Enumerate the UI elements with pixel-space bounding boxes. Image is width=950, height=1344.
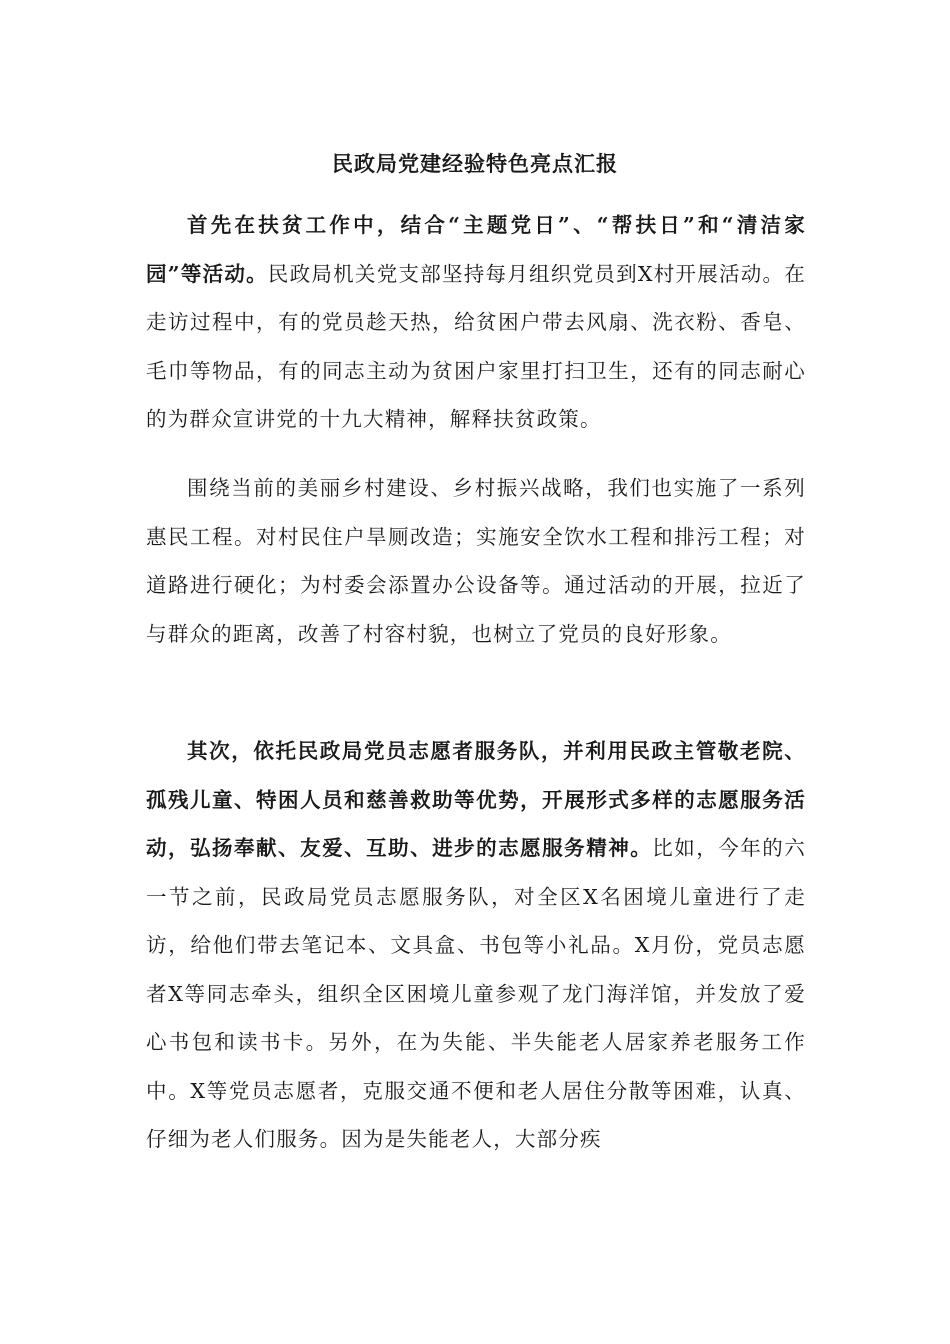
paragraph-lead: 首先在扶贫工作中，结合“主题党日”、“帮扶日”和“清洁家园”等活动。 (146, 213, 806, 286)
paragraph-text: 比如，今年的六一节之前，民政局党员志愿服务队，对全区X名困境儿童进行了走访，给他们带去笔记本、文具盒、书包等小礼品。X月份，党员志愿者X等同志牵头，组织全区困境儿童参观了龙门海洋馆，并发放了爱心书包和读书卡。另外，在为失能、半失能老人居家养老服务工作中。X等党员志愿者，克服交通不便和老人居住分散等困难，认真、仔细为老人们服务。因为是失能老人，大部分疾 (146, 836, 806, 1151)
paragraph-volunteer-service (146, 727, 806, 1164)
document-title: 民政局党建经验特色亮点汇报 (332, 151, 618, 176)
paragraph-poverty-relief (146, 201, 806, 444)
paragraph-text: 民政局机关党支部坚持每月组织党员到X村开展活动。在走访过程中，有的党员趁天热，给贫困户带去风扇、洗衣粉、香皂、毛巾等物品，有的同志主动为贫困户家里打扫卫生，还有的同志耐心的为群众宣讲党的十九大精神，解释扶贫政策。 (146, 261, 806, 431)
paragraph-lead: 其次，依托民政局党员志愿者服务队，并利用民政主管敬老院、孤残儿童、特困人员和慈善救助等优势，开展形式多样的志愿服务活动，弘扬奉献、友爱、互助、进步的志愿服务精神。 (146, 739, 806, 860)
paragraph-text: 围绕当前的美丽乡村建设、乡村振兴战略，我们也实施了一系列惠民工程。对村民住户旱厕改造；实施安全饮水工程和排污工程；对道路进行硬化；为村委会添置办公设备等。通过活动的开展，拉近了与群众的距离，改善了村容村貌，也树立了党员的良好形象。 (146, 476, 806, 646)
paragraph-rural-projects (146, 464, 806, 658)
